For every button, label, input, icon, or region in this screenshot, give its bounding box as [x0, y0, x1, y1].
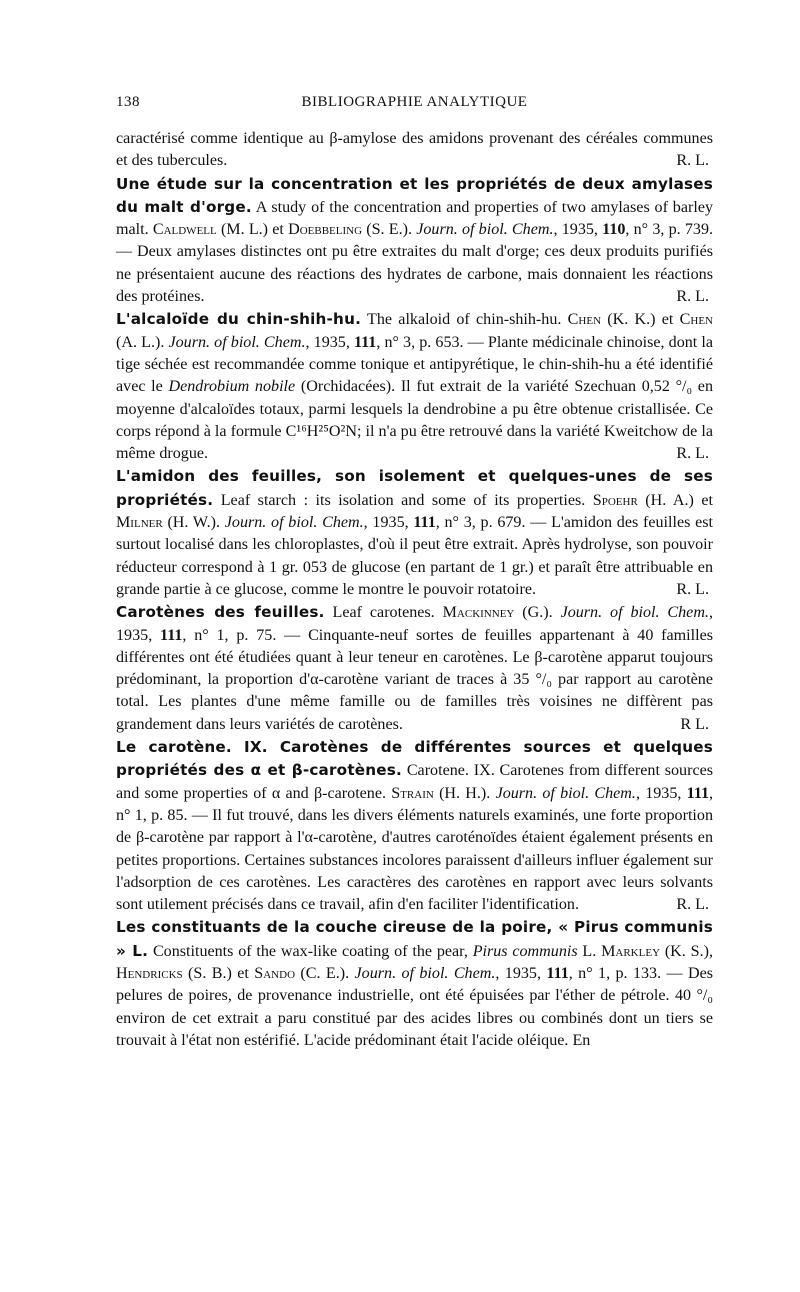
volume: 111 — [353, 333, 377, 351]
author-initials: (M. L.) — [220, 221, 269, 239]
entry-title: L'alcaloïde du chin-shih-hu. — [116, 310, 362, 329]
entry-title: Le carotène. IX. Carotènes de différentes sources et quelques propriétés des α et β-carotènes. — [116, 738, 713, 780]
connector: et — [701, 491, 713, 509]
english-title: A study of the concentration and properties of two amylases of barley malt. — [116, 198, 714, 239]
continuation-paragraph — [116, 128, 713, 173]
volume: 110 — [602, 221, 626, 239]
volume: 111 — [546, 964, 569, 982]
bibliography-entry — [116, 601, 713, 736]
author-name: Strain — [391, 784, 434, 802]
volume: 111 — [160, 626, 183, 644]
bibliography-entry — [116, 736, 713, 916]
author-initials: (C. E.). — [300, 964, 350, 982]
author-name: Spoehr — [592, 491, 638, 509]
year: , 1935, — [363, 514, 409, 532]
author-initials: (H. W.). — [167, 514, 221, 532]
year: , 1935, — [305, 333, 350, 351]
signature: R. L. — [676, 580, 709, 598]
issue-page: , n° 3, p. 739. — — [116, 221, 714, 261]
volume: 111 — [413, 514, 436, 532]
page-number: 138 — [116, 94, 140, 110]
author-initials: (A. L.). — [116, 333, 165, 351]
author-initials: (H. H.). — [439, 784, 491, 802]
author-initials: (K. S.), — [664, 942, 713, 960]
species-name: Pirus communis — [472, 942, 578, 960]
connector: et — [272, 221, 284, 239]
author-name: Chen — [567, 311, 602, 329]
issue-page: , n° 1, p. 133. — — [568, 964, 688, 982]
year: , 1935, — [116, 604, 714, 644]
author-initials: (G.). — [522, 604, 553, 622]
author-name: Milner — [116, 514, 163, 532]
connector: et — [237, 964, 249, 982]
author-initials: (H. A.) — [645, 491, 694, 509]
species-name: Dendrobium nobile — [168, 378, 296, 396]
author-name: Hendricks — [116, 964, 183, 982]
author-name: Markley — [601, 942, 661, 960]
article-body — [116, 128, 713, 1052]
year: , 1935, — [495, 964, 542, 982]
journal-name: Journ. of biol. Chem. — [495, 784, 636, 802]
author-name: Doebbeling — [288, 221, 363, 239]
issue-page: , n° 1, p. 75. — — [182, 626, 309, 644]
continuation-text: caractérisé comme identique au β-amylose des amidons provenant des céréales communes et des tubercules. — [116, 130, 713, 170]
issue-page: , n° 1, p. 85. — — [116, 784, 714, 824]
abstract: Il fut trouvé, dans les divers éléments naturels examinés, une forte proportion de β-carotène par rapport à l'α-carotène, d'autres caroténoïdes étaient également présents en petites proportions. Certaines substances incolores paraissent d'ailleurs influer également sur l'adsorption de ces carotènes. Les caractères des carotènes en rapport avec leurs solvants sont utilement précisés dans ce travail, afin d'en faciliter l'identification. — [116, 806, 713, 914]
journal-name: Journ. of biol. Chem. — [354, 964, 496, 982]
english-title: Carotene. IX. Carotenes from different sources and some properties of α and β-carotene. — [116, 762, 713, 802]
journal-name: Journ. of biol. Chem. — [416, 221, 554, 239]
author-name: Sando — [254, 964, 296, 982]
entry-title: L'amidon des feuilles, son isolement et quelques-unes de ses propriétés. — [116, 467, 713, 509]
abstract: Des pelures de poires, de provenance industrielle, ont été épuisées par l'éther de pétrole. 40 °/₀ environ de cet extrait a paru constitué par des acides libres ou combinés dont un tiers se trouvait à l'état non estérifié. L'acide prédominant était l'acide oléique. En — [116, 964, 713, 1049]
bibliography-entry — [116, 308, 713, 465]
abstract: Plante médicinale chinoise, dont la tige séchée est recommandée comme tonique et antipyrétique, le chin-shih-hu a été identifié avec le — [116, 333, 714, 396]
signature: R. L. — [676, 445, 709, 463]
chemical-formula: C¹⁶H²⁵O²N — [285, 422, 357, 440]
author-initials: (K. K.) — [607, 311, 656, 329]
abstract: Cinquante-neuf sortes de feuilles appartenant à 40 familles différentes ont été étudiées quant à leur teneur en carotènes. Le β-carotène apparut toujours prédominant, la proportion d'α-carotène variant de traces à 35 °/₀ par rapport au carotène total. Les plantes d'une même famille ou de familles très voisines ne diffèrent pas grandement dans leurs variétés de carotènes. — [116, 626, 714, 733]
author-name: Chen — [679, 311, 713, 329]
author-name: Caldwell — [152, 221, 217, 239]
abstract: (Orchidacées). Il fut extrait de la variété Szechuan 0,52 °/₀ en moyenne d'alcaloïdes totaux, parmi lesquels la dendrobine a pu être obtenue cristallisée. Ce corps répond à la formule — [116, 378, 713, 440]
author-initials: (S. E.). — [366, 221, 412, 239]
volume: 111 — [686, 784, 710, 802]
journal-name: Journ. of biol. Chem. — [224, 514, 364, 532]
page-header — [116, 94, 713, 118]
signature: R. L. — [676, 896, 709, 914]
year: , 1935, — [553, 221, 598, 239]
journal-name: Journ. of biol. Chem. — [560, 604, 709, 622]
issue-page: , n° 3, p. 653. — — [376, 333, 488, 351]
abstract: ; il n'a pu être retrouvé dans la variété Kweitchow de la même drogue. — [116, 422, 713, 463]
author-initials: (S. B.) — [188, 964, 232, 982]
entry-title: Une étude sur la concentration et les propriétés de deux amylases du malt d'orge. — [116, 174, 713, 216]
bibliography-entry — [116, 173, 713, 309]
connector: et — [661, 311, 674, 329]
signature: R. L. — [676, 152, 709, 170]
signature: R L. — [680, 715, 709, 733]
author-name: Mackinney — [442, 604, 515, 622]
english-title: Leaf starch : its isolation and some of its properties. — [220, 491, 586, 509]
english-title-end: L. — [577, 942, 597, 960]
entry-title: Les constituants de la couche cireuse de la poire, « Pirus communis » L. — [116, 918, 713, 960]
signature: R. L. — [676, 288, 709, 306]
running-title: BIBLIOGRAPHIE ANALYTIQUE — [301, 94, 528, 110]
abstract: Deux amylases distinctes ont pu être extraites du malt d'orge; ces deux produits purifiés ne présentaient aucune des réactions des hydrates de carbone, mais donnaient les réactions des protéines. — [116, 243, 713, 306]
english-title: The alkaloid of chin-shih-hu. — [367, 311, 562, 329]
journal-name: Journ. of biol. Chem. — [168, 333, 306, 351]
year: , 1935, — [635, 784, 682, 802]
entry-title: Carotènes des feuilles. — [116, 603, 325, 622]
issue-page: , n° 3, p. 679. — — [435, 514, 552, 532]
abstract: L'amidon des feuilles est surtout localisé dans les chloroplastes, d'où il peut être extrait. Après hydrolyse, son pouvoir réducteur correspond à 1 gr. 053 de glucose (en partant de 1 gr.) et paraît être attribuable en grande partie à ce glucose, comme le montre le pouvoir rotatoire. — [116, 514, 713, 598]
bibliography-entry — [116, 916, 713, 1052]
english-title: Leaf carotenes. — [332, 604, 435, 622]
bibliography-entry — [116, 465, 713, 601]
english-title: Constituents of the wax-like coating of the pear, — [152, 942, 473, 960]
